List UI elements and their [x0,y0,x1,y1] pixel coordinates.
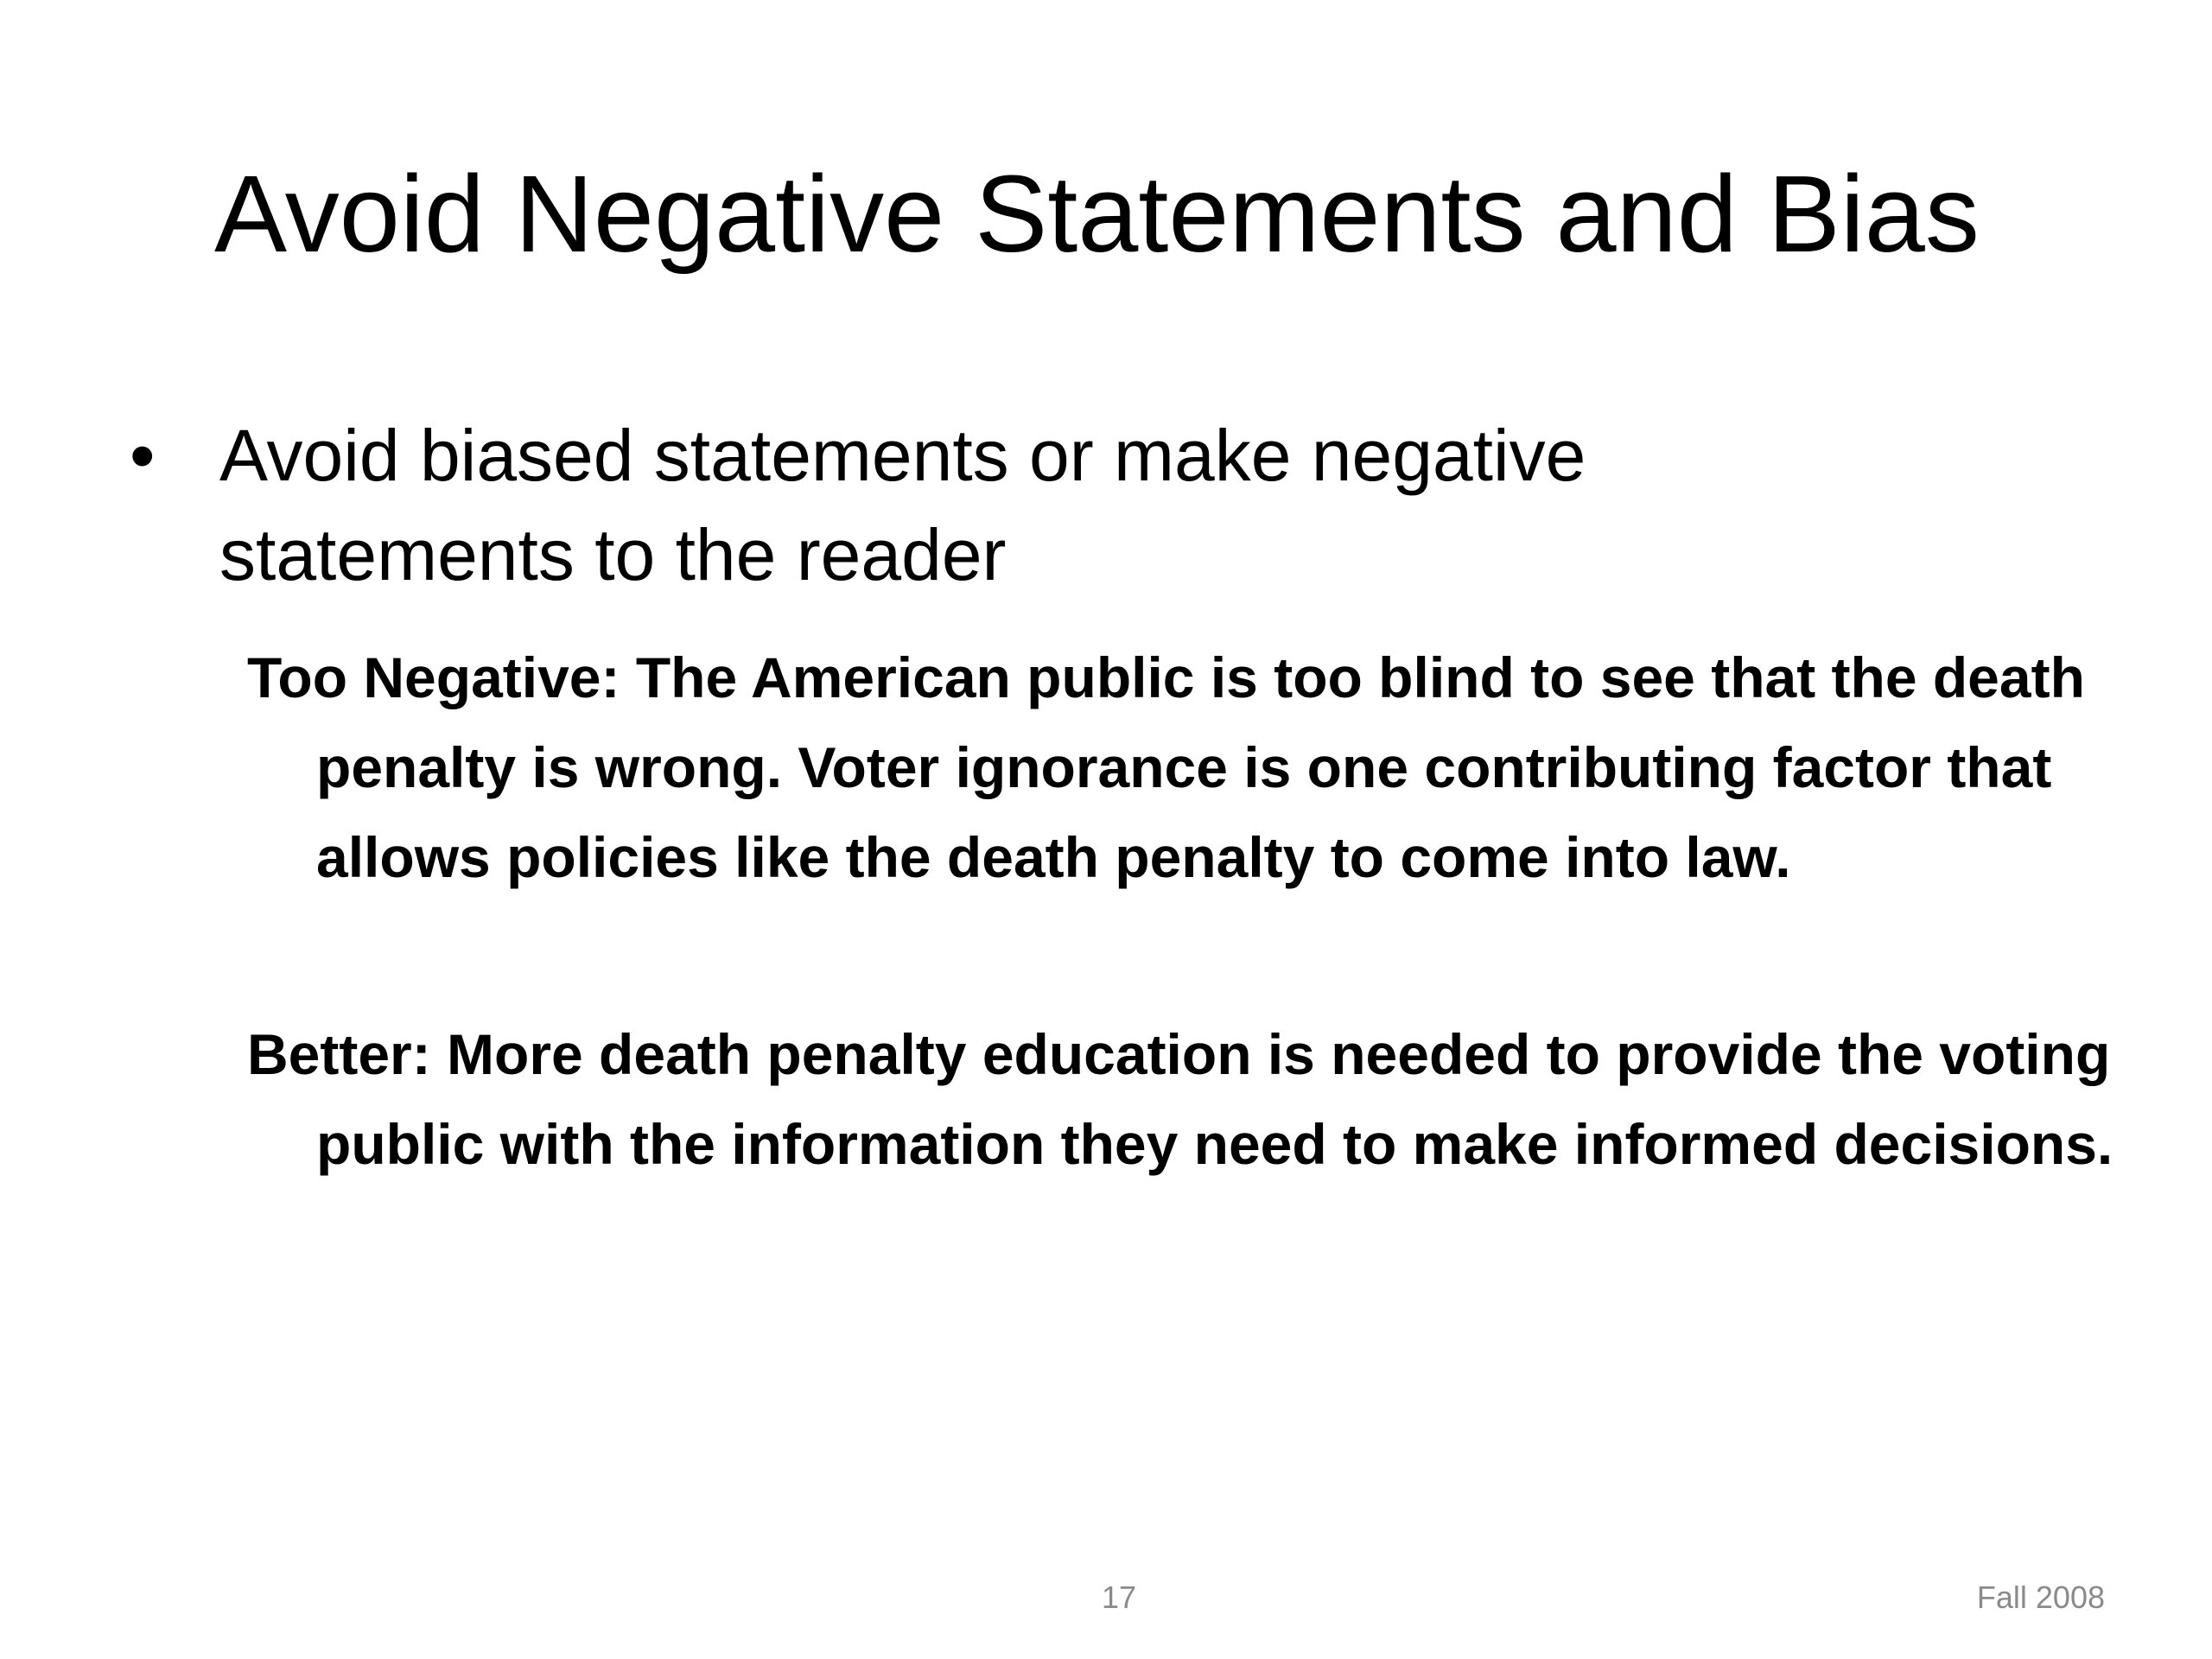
bullet-item [130,406,2074,605]
bullet-marker: • [130,415,156,496]
footer-date: Fall 2008 [1976,1580,2105,1615]
bullet-text-line-1: Avoid biased statements or make negative [219,415,1586,496]
slide-number: 17 [1101,1580,1137,1615]
example-better: Better: More death penalty education is needed to provide the voting public with the information they need to make informed decisions. [247,1022,2113,1176]
bullet-text-line-2: statements to the reader [219,514,1007,595]
bullet-list [130,406,2074,605]
example-too-negative: Too Negative: The American public is too blind to see that the death penalty is wrong. Voter ignorance is one contributing factor that allows policies like the death penalty to come into law. [247,645,2085,889]
slide-title: Avoid Negative Statements and Bias [214,153,1980,275]
